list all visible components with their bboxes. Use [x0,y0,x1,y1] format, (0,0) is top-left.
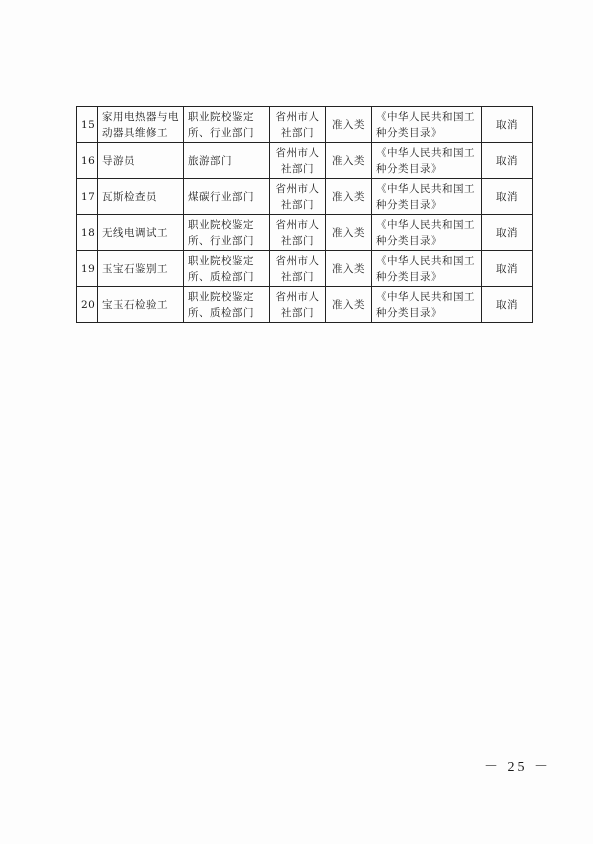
occupation-name-cell: 导游员 [98,143,184,179]
legal-basis-cell: 《中华人民共和国工种分类目录》 [372,251,482,287]
approving-authority-cell: 省州市人社部门 [270,179,326,215]
legal-basis-cell: 《中华人民共和国工种分类目录》 [372,143,482,179]
row-number-cell: 17 [77,179,98,215]
occupation-name-cell: 瓦斯检查员 [98,179,184,215]
qualification-type-cell: 准入类 [326,179,372,215]
handling-result-cell: 取消 [482,215,533,251]
table-row [77,179,533,215]
handling-result-cell: 取消 [482,251,533,287]
occupation-name-cell: 无线电调试工 [98,215,184,251]
row-number-cell: 20 [77,287,98,323]
handling-result-cell: 取消 [482,287,533,323]
implementing-department-cell: 旅游部门 [184,143,270,179]
qualification-type-cell: 准入类 [326,107,372,143]
implementing-department-cell: 职业院校鉴定所、行业部门 [184,107,270,143]
approving-authority-cell: 省州市人社部门 [270,215,326,251]
implementing-department-cell: 职业院校鉴定所、质检部门 [184,251,270,287]
legal-basis-cell: 《中华人民共和国工种分类目录》 [372,107,482,143]
handling-result-cell: 取消 [482,107,533,143]
row-number-cell: 15 [77,107,98,143]
table-row [77,107,533,143]
legal-basis-cell: 《中华人民共和国工种分类目录》 [372,215,482,251]
occupation-name-cell: 家用电热器与电动器具维修工 [98,107,184,143]
qualification-type-cell: 准入类 [326,251,372,287]
handling-result-cell: 取消 [482,143,533,179]
qualification-type-cell: 准入类 [326,287,372,323]
legal-basis-cell: 《中华人民共和国工种分类目录》 [372,179,482,215]
approving-authority-cell: 省州市人社部门 [270,143,326,179]
page-number: － 25 － [484,760,551,775]
qualification-type-cell: 准入类 [326,143,372,179]
approving-authority-cell: 省州市人社部门 [270,251,326,287]
table-row [77,287,533,323]
qualification-type-cell: 准入类 [326,215,372,251]
table-row [77,251,533,287]
handling-result-cell: 取消 [482,179,533,215]
implementing-department-cell: 职业院校鉴定所、质检部门 [184,287,270,323]
legal-basis-cell: 《中华人民共和国工种分类目录》 [372,287,482,323]
approving-authority-cell: 省州市人社部门 [270,107,326,143]
implementing-department-cell: 煤碳行业部门 [184,179,270,215]
row-number-cell: 16 [77,143,98,179]
row-number-cell: 19 [77,251,98,287]
row-number-cell: 18 [77,215,98,251]
implementing-department-cell: 职业院校鉴定所、行业部门 [184,215,270,251]
qualification-table [76,106,533,323]
table-row [77,215,533,251]
occupation-name-cell: 玉宝石鉴别工 [98,251,184,287]
table-row [77,143,533,179]
approving-authority-cell: 省州市人社部门 [270,287,326,323]
table-body [77,107,533,323]
occupation-name-cell: 宝玉石检验工 [98,287,184,323]
